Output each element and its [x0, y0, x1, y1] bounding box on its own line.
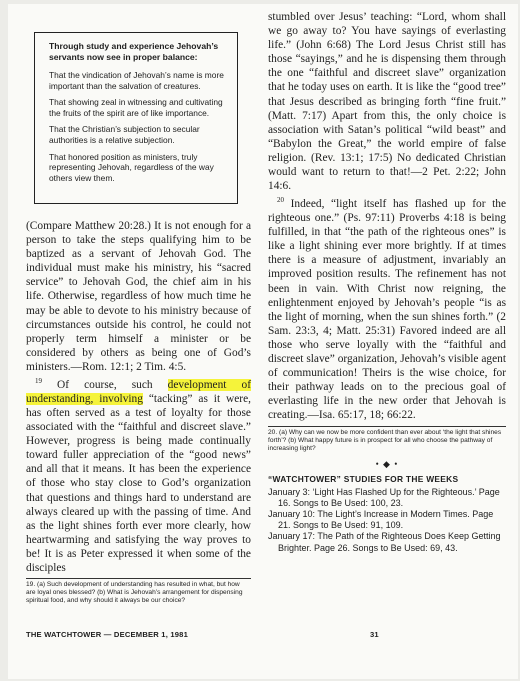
section-ornament: • ◆ •	[375, 458, 399, 469]
summary-box-item: That honored position as ministers, truly representing Jehovah, regardless of the way others view them.	[49, 151, 214, 183]
study-schedule-item: January 3: ‘Light Has Flashed Up for the Righteous.’ Page 16. Songs to Be Used: 100, 23.	[268, 486, 500, 508]
summary-box-item: That the Christian’s subjection to secular authorities is a relative subjection.	[49, 124, 200, 145]
page-number: 31	[370, 630, 379, 639]
footer-publication: THE WATCHTOWER — DECEMBER 1, 1981	[26, 630, 189, 639]
paragraph-text: “tacking” as it were, has often served as a test of loyalty for those associated with the “faithful and discreet slave.” However, progress is being made continually toward fuller appreciation of the “good news” and all that it means. It has been the experience of those who stay close to God’s organization that questions and things hard to understand are always cleared up with the passing of time. And as the light shines forth ever more clearly, how heartwarming and satisfying the way proves to be! It is as Peter expressed it when some of the disciples	[26, 392, 251, 575]
paragraph-19	[26, 374, 251, 575]
study-schedule-item: January 10: The Light’s Increase in Modern Times. Page 21. Songs to Be Used: 91, 109.	[268, 508, 494, 531]
left-column	[26, 219, 251, 605]
paragraph-text: Indeed, “light itself has flashed up for the righteous one.” (Ps. 97:11) Proverbs 4:18 is being fulfilled, in that “the path of the righteous ones” is like a light shining ever more brightly. If at times there is a measure of adjustment, invariably an improved position results. The refinement has not been in vain. With Christ now reigning, the enlightenment enjoyed by Jehovah’s people “is as the light of morning, when the sun shines forth.” (2 Sam. 23:3, 4; Matt. 25:31) Favored indeed are all those who serve loyally with the “faithful and discreet slave” organization, Jehovah’s visible agent of communication! Theirs is the wise choice, for their pathway leads on to the precious goal of everlasting life in the new order that Jehovah is creating.—Isa. 65:17, 18; 66:22.	[268, 198, 506, 422]
summary-box-title: Through study and experience Jehovah’s servants now see in proper balance:	[49, 41, 219, 62]
paragraph-number: 20	[277, 196, 284, 205]
summary-box-item: That showing zeal in witnessing and cultivating the fruits of the spirit are of like importance.	[49, 97, 223, 118]
summary-box	[34, 32, 238, 204]
study-question-19: 19. (a) Such development of understanding has resulted in what, but how are loyal ones blessed? (b) What is Jehovah’s arrangement for dispensing spiritual food, and why should it always be our choice?	[26, 581, 243, 605]
paragraph-19-continuation: stumbled over Jesus’ teaching: “Lord, whom shall we go away to? You have sayings of everlasting life.” (John 6:68) The Lord Jesus Christ still has those “sayings,” and he is dispensing them through the one “faithful and discreet slave” organization that he today uses on earth. It is like the “good tree” that Jesus described as bringing forth “fine fruit.” (Matt. 7:17) Apart from this, the only choice is association with Satan’s political “wild beast” and “Babylon the Great,” the world empire of false religion. (Rev. 13:1; 17:5) No dedicated Christian would want to return to that!—2 Pet. 2:22; John 14:6.	[268, 11, 506, 193]
footnote-divider	[268, 426, 506, 427]
paragraph-18-continuation: (Compare Matthew 20:28.) It is not enough for a person to take the steps qualifying him to be baptized as a servant of Jehovah God. The individual must make his ministry, his “sacred service” to Jehovah God, the chief aim in his life. Otherwise, regardless of how much time he may be able to devote to his ministry because of circumstances outside his control, he could not properly term himself a minister or be considered by others as being one of God’s ministers.—Rom. 12:1; 2 Tim. 4:5.	[26, 220, 251, 373]
studies-heading: “WATCHTOWER” STUDIES FOR THE WEEKS	[268, 473, 459, 484]
highlighted-text: development of understanding, involving	[26, 378, 251, 405]
footnote-divider	[26, 578, 251, 579]
paragraph-20	[268, 193, 506, 422]
study-question-20: 20. (a) Why can we now be more confident than ever about ‘the light that shines forth’? (b) What happy future is in prospect for all who choose the pathway of increasing light?	[268, 428, 502, 452]
summary-box-item: That the vindication of Jehovah’s name is more important than the salvation of creatures.	[49, 70, 224, 91]
paragraph-text: Of course, such	[57, 378, 168, 391]
paragraph-number: 19	[35, 377, 42, 386]
study-schedule-item: January 17: The Path of the Righteous Does Keep Getting Brighter. Page 26. Songs to Be Used: 69, 43.	[268, 531, 501, 553]
right-column	[268, 10, 506, 554]
magazine-page	[8, 4, 518, 679]
